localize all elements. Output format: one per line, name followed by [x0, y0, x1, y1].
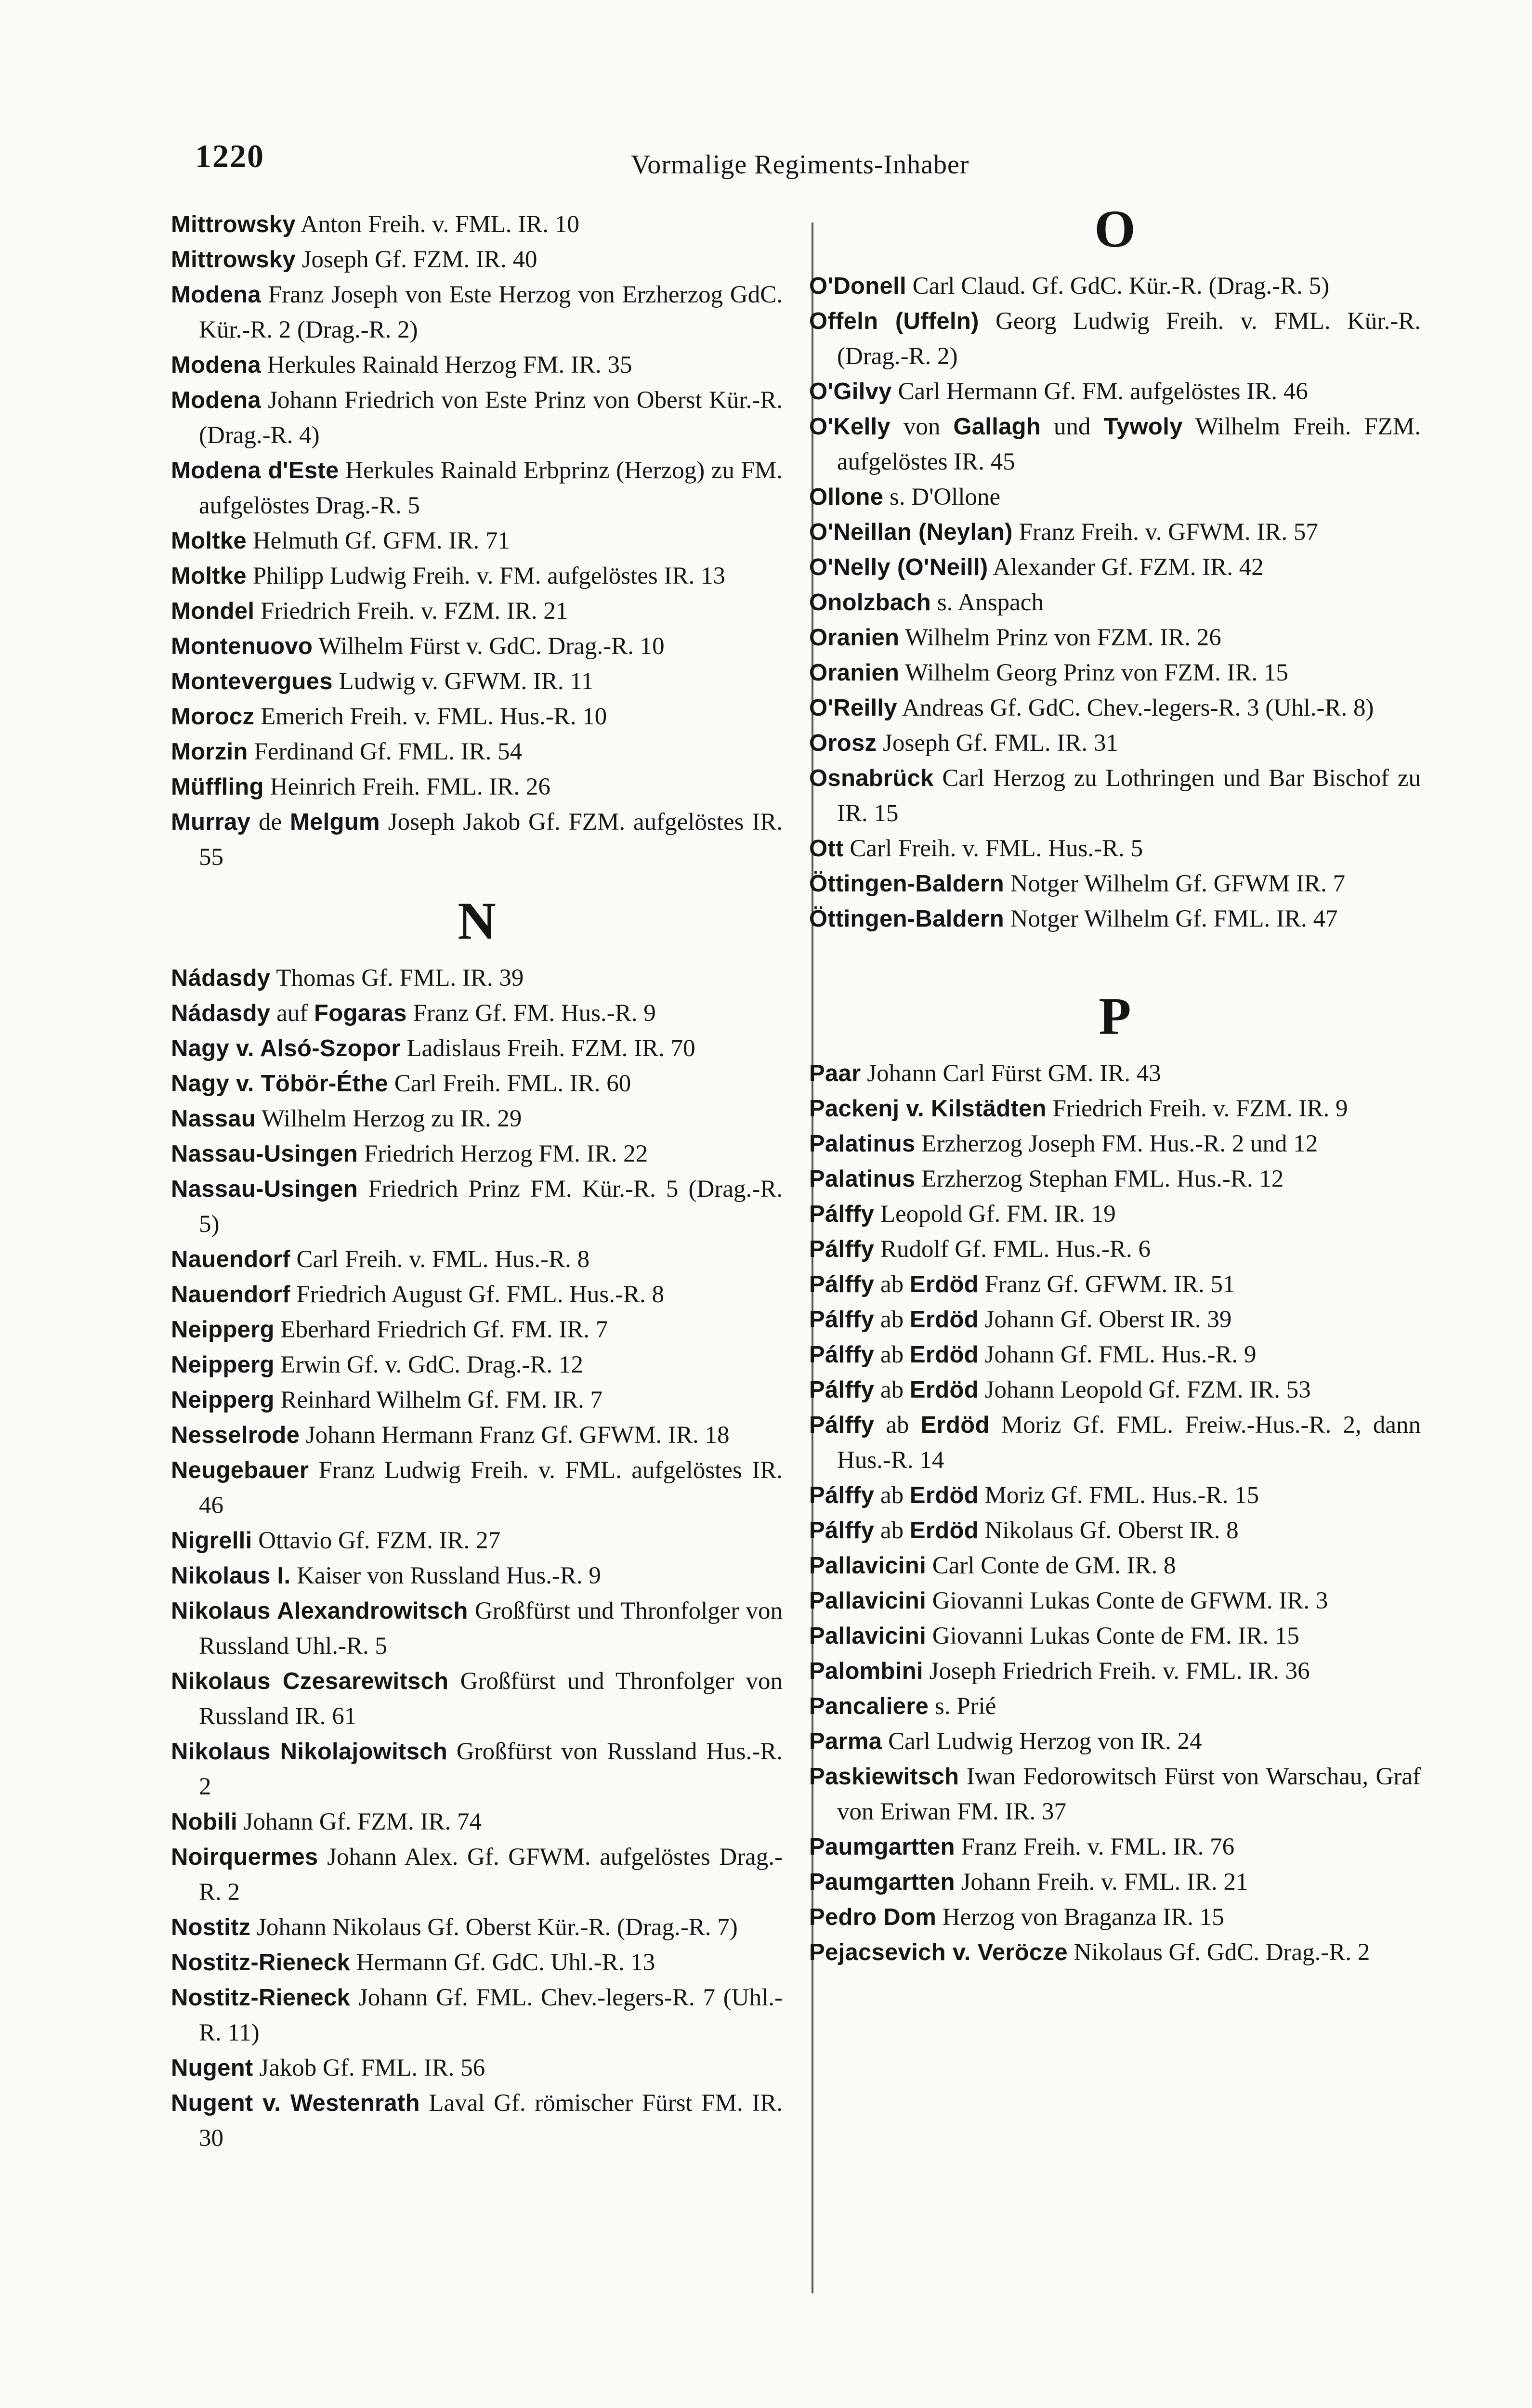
- register-entry: [171, 1383, 783, 1418]
- entry-surname: Palatinus: [809, 1166, 916, 1192]
- entry-details: Carl Freih. v. FML. Hus.-R. 5: [843, 835, 1143, 862]
- section-heading-p: P: [1099, 987, 1131, 1046]
- register-entry: [809, 1302, 1421, 1337]
- entry-surname: Erdöd: [909, 1271, 979, 1297]
- entry-details: Nikolaus Gf. GdC. Drag.-R. 2: [1067, 1939, 1370, 1966]
- entry-surname: Pancaliere: [809, 1693, 929, 1719]
- entry-surname: Erdöd: [909, 1307, 979, 1333]
- entry-details: Notger Wilhelm Gf. GFWM IR. 7: [1004, 870, 1346, 897]
- register-entry: [171, 1312, 783, 1348]
- register-entry: [809, 585, 1421, 620]
- register-entry: [809, 1056, 1421, 1091]
- entry-details: ab: [874, 1376, 910, 1403]
- entry-surname: Nagy v. Alsó-Szopor: [171, 1035, 401, 1061]
- entry-details: Johann Gf. FML. Chev.-legers-R. 7 (Uhl.-R. 11): [199, 1984, 783, 2046]
- entry-surname: Modena: [171, 352, 261, 378]
- entry-surname: Nostitz-Rieneck: [171, 1985, 351, 2011]
- register-entry: [809, 1759, 1421, 1830]
- entry-details: Moriz Gf. FML. Freiw.-Hus.-R. 2, dann Hus.-R. 14: [837, 1412, 1421, 1474]
- entry-details: Johann Friedrich von Este Prinz von Oberst Kür.-R. (Drag.-R. 4): [199, 387, 783, 449]
- register-entry: [171, 2086, 783, 2156]
- register-entry: [809, 409, 1421, 480]
- entry-surname: Pálffy: [809, 1412, 875, 1438]
- register-entry: [171, 996, 783, 1031]
- register-entry: [171, 1945, 783, 1980]
- entry-surname: Pálffy: [809, 1377, 875, 1403]
- register-entry: [809, 480, 1421, 515]
- register-entry: [809, 269, 1421, 304]
- entry-surname: Palatinus: [809, 1131, 916, 1157]
- entry-details: Franz Freih. v. GFWM. IR. 57: [1012, 519, 1318, 546]
- register-entry: [171, 805, 783, 875]
- section-heading-o: O: [1094, 199, 1136, 258]
- entry-details: von: [890, 413, 954, 440]
- register-entry: [809, 1548, 1421, 1584]
- register-entry: [809, 374, 1421, 409]
- entry-surname: Nassau-Usingen: [171, 1141, 358, 1167]
- entry-details: Emerich Freih. v. FML. Hus.-R. 10: [254, 703, 607, 730]
- entry-surname: Osnabrück: [809, 765, 934, 791]
- entry-details: Joseph Gf. FZM. IR. 40: [295, 246, 537, 273]
- entry-surname: Pálffy: [809, 1236, 875, 1262]
- register-entry: [809, 1935, 1421, 1970]
- entry-surname: Nauendorf: [171, 1246, 290, 1272]
- register-entry: [809, 1337, 1421, 1373]
- register-entry: [809, 1373, 1421, 1408]
- register-entry: [171, 1348, 783, 1383]
- entry-details: Erwin Gf. v. GdC. Drag.-R. 12: [274, 1351, 583, 1378]
- entry-details: Johann Gf. FZM. IR. 74: [237, 1808, 482, 1835]
- entry-surname: Pallavicini: [809, 1553, 926, 1579]
- entry-surname: Moltke: [171, 528, 247, 554]
- left-column: [171, 207, 783, 2156]
- register-entry: [809, 1654, 1421, 1689]
- entry-details: Nikolaus Gf. Oberst IR. 8: [978, 1517, 1239, 1544]
- entry-details: Philipp Ludwig Freih. v. FM. aufgelöstes IR. 13: [246, 563, 725, 589]
- register-entry: [809, 1619, 1421, 1654]
- entry-surname: Nobili: [171, 1809, 237, 1835]
- register-entry: [809, 866, 1421, 902]
- entry-details: ab: [874, 1271, 910, 1298]
- register-entry: [809, 1232, 1421, 1267]
- register-entry: [809, 902, 1421, 937]
- entry-surname: Montenuovo: [171, 633, 313, 659]
- register-entry: [171, 1980, 783, 2051]
- register-entry: [809, 1408, 1421, 1478]
- register-entry: [809, 831, 1421, 866]
- entry-surname: Mittrowsky: [171, 247, 296, 273]
- entry-surname: Moltke: [171, 563, 247, 589]
- entry-details: Eberhard Friedrich Gf. FM. IR. 7: [274, 1316, 608, 1343]
- entry-surname: Nikolaus I.: [171, 1563, 291, 1589]
- register-entry: [171, 594, 783, 629]
- entry-details: Carl Herzog zu Lothringen und Bar Bischof zu IR. 15: [837, 765, 1421, 827]
- entry-surname: Orosz: [809, 730, 877, 756]
- entry-details: Erzherzog Stephan FML. Hus.-R. 12: [915, 1165, 1284, 1192]
- entry-details: s. D'Ollone: [883, 484, 1001, 510]
- entry-details: Wilhelm Georg Prinz von FZM. IR. 15: [899, 659, 1289, 686]
- entry-details: Jakob Gf. FML. IR. 56: [253, 2055, 485, 2081]
- entry-details: Carl Freih. FML. IR. 60: [388, 1070, 631, 1097]
- register-entry: [171, 559, 783, 594]
- entry-surname: Nostitz: [171, 1914, 251, 1940]
- entry-details: Johann Carl Fürst GM. IR. 43: [861, 1060, 1161, 1087]
- entry-surname: Neipperg: [171, 1387, 275, 1413]
- entry-surname: Oranien: [809, 660, 900, 686]
- entry-details: Johann Nikolaus Gf. Oberst Kür.-R. (Drag.-R. 7): [250, 1914, 738, 1941]
- running-head: Vormalige Regiments-Inhaber: [631, 150, 969, 180]
- entry-surname: Onolzbach: [809, 589, 931, 615]
- entry-surname: Erdöd: [909, 1518, 979, 1544]
- register-entry: [171, 1523, 783, 1558]
- register-entry: [809, 655, 1421, 691]
- section-heading-n: N: [458, 891, 496, 950]
- entry-details: Wilhelm Herzog zu IR. 29: [256, 1105, 522, 1132]
- entry-details: ab: [874, 1412, 921, 1439]
- entry-surname: Neugebauer: [171, 1457, 309, 1483]
- register-entry: [171, 523, 783, 559]
- entry-surname: Pejacsevich v. Veröcze: [809, 1939, 1068, 1965]
- entry-details: Notger Wilhelm Gf. FML. IR. 47: [1004, 905, 1338, 932]
- entry-details: Helmuth Gf. GFM. IR. 71: [246, 527, 510, 554]
- entry-details: Franz Gf. GFWM. IR. 51: [978, 1271, 1235, 1298]
- entry-details: Georg Ludwig Freih. v. FML. Kür.-R. (Drag.-R. 2): [837, 308, 1421, 370]
- register-entry: [171, 207, 783, 242]
- entry-details: ab: [874, 1517, 910, 1544]
- entry-details: Carl Claud. Gf. GdC. Kür.-R. (Drag.-R. 5): [906, 273, 1330, 300]
- register-entry: [171, 734, 783, 770]
- register-entry: [171, 453, 783, 523]
- entry-surname: Ott: [809, 836, 844, 862]
- entry-surname: Paumgartten: [809, 1834, 955, 1860]
- entry-surname: Morzin: [171, 739, 248, 765]
- entry-surname: O'Gilvy: [809, 379, 892, 405]
- register-entry: [171, 1910, 783, 1945]
- entry-surname: Neipperg: [171, 1317, 275, 1343]
- entry-surname: Nádasdy: [171, 1000, 271, 1026]
- entry-surname: Nádasdy: [171, 965, 271, 991]
- register-entry: [809, 1724, 1421, 1759]
- entry-details: ab: [874, 1341, 910, 1368]
- entry-surname: Melgum: [289, 809, 380, 835]
- entry-surname: O'Neillan (Neylan): [809, 519, 1013, 545]
- register-entry: [171, 1594, 783, 1664]
- entry-details: Friedrich Herzog FM. IR. 22: [358, 1140, 648, 1167]
- entry-surname: Gallagh: [953, 414, 1041, 440]
- entry-surname: Nugent v. Westenrath: [171, 2090, 420, 2116]
- entry-details: Rudolf Gf. FML. Hus.-R. 6: [874, 1236, 1151, 1263]
- register-entry: [809, 1126, 1421, 1162]
- register-entry: [809, 515, 1421, 550]
- register-entry: [171, 1242, 783, 1277]
- entry-details: Joseph Jakob Gf. FZM. aufgelöstes IR. 55: [199, 809, 783, 871]
- entry-details: Giovanni Lukas Conte de FM. IR. 15: [926, 1623, 1299, 1649]
- entry-surname: Erdöd: [909, 1342, 979, 1368]
- entry-details: Joseph Friedrich Freih. v. FML. IR. 36: [923, 1658, 1310, 1685]
- register-entry: [809, 1584, 1421, 1619]
- entry-surname: Nassau-Usingen: [171, 1176, 358, 1202]
- entry-details: Großfürst und Thronfolger von Russland IR. 61: [199, 1668, 783, 1730]
- register-entry: [171, 1101, 783, 1137]
- entry-surname: Modena: [171, 387, 261, 413]
- entry-details: Friedrich Freih. v. FZM. IR. 9: [1046, 1095, 1348, 1122]
- entry-details: ab: [874, 1482, 910, 1509]
- entry-details: Carl Conte de GM. IR. 8: [926, 1552, 1176, 1579]
- entry-details: Herkules Rainald Erbprinz (Herzog) zu FM. aufgelöstes Drag.-R. 5: [199, 457, 783, 519]
- entry-details: Johann Gf. Oberst IR. 39: [978, 1306, 1232, 1333]
- entry-details: Anton Freih. v. FML. IR. 10: [295, 211, 579, 238]
- register-entry: [171, 629, 783, 664]
- entry-surname: Paumgartten: [809, 1869, 955, 1895]
- entry-details: Carl Freih. v. FML. Hus.-R. 8: [290, 1246, 590, 1273]
- entry-surname: O'Nelly (O'Neill): [809, 554, 988, 580]
- entry-surname: Neipperg: [171, 1352, 275, 1378]
- entry-details: Franz Joseph von Este Herzog von Erzherzog GdC. Kür.-R. 2 (Drag.-R. 2): [199, 281, 783, 343]
- entry-surname: Erdöd: [909, 1482, 979, 1508]
- entry-surname: Noirquermes: [171, 1844, 318, 1870]
- entry-surname: Nostitz-Rieneck: [171, 1950, 351, 1976]
- entry-details: Reinhard Wilhelm Gf. FM. IR. 7: [274, 1387, 602, 1413]
- entry-surname: Mondel: [171, 598, 255, 624]
- entry-surname: Erdöd: [909, 1377, 979, 1403]
- entry-details: Ludwig v. GFWM. IR. 11: [332, 668, 594, 695]
- entry-details: Hermann Gf. GdC. Uhl.-R. 13: [350, 1949, 655, 1976]
- entry-surname: Nikolaus Alexandrowitsch: [171, 1598, 468, 1624]
- entry-surname: Nagy v. Töbör-Éthe: [171, 1071, 388, 1097]
- register-entry: [171, 664, 783, 699]
- entry-surname: Nesselrode: [171, 1422, 300, 1448]
- entry-details: Erzherzog Joseph FM. Hus.-R. 2 und 12: [915, 1130, 1318, 1157]
- entry-surname: Öttingen-Baldern: [809, 871, 1004, 897]
- register-entry: [809, 1478, 1421, 1513]
- register-entry: [171, 242, 783, 277]
- entry-details: Joseph Gf. FML. IR. 31: [877, 730, 1118, 757]
- entry-details: Johann Hermann Franz Gf. GFWM. IR. 18: [300, 1422, 730, 1449]
- entry-details: Alexander Gf. FZM. IR. 42: [988, 554, 1264, 581]
- register-entry: [171, 383, 783, 453]
- entry-surname: Paar: [809, 1060, 861, 1086]
- register-entry: [171, 1172, 783, 1242]
- entries-m: [171, 207, 783, 875]
- register-entry: [809, 620, 1421, 655]
- entry-surname: Packenj v. Kilstädten: [809, 1096, 1047, 1122]
- register-entry: [809, 550, 1421, 585]
- entries-p: [809, 1056, 1421, 1970]
- entry-details: Wilhelm Fürst v. GdC. Drag.-R. 10: [313, 633, 665, 660]
- entry-surname: Modena d'Este: [171, 458, 339, 484]
- register-entry: [171, 699, 783, 734]
- register-entry: [171, 1558, 783, 1594]
- entry-surname: Fogaras: [314, 1000, 407, 1026]
- entry-details: Großfürst von Russland Hus.-R. 2: [199, 1738, 783, 1800]
- register-entry: [171, 277, 783, 348]
- register-entry: [809, 1197, 1421, 1232]
- entry-surname: O'Donell: [809, 273, 906, 299]
- entry-details: Carl Hermann Gf. FM. aufgelöstes IR. 46: [891, 378, 1308, 405]
- entry-surname: Öttingen-Baldern: [809, 906, 1004, 932]
- entry-details: Thomas Gf. FML. IR. 39: [270, 965, 524, 992]
- entry-surname: Tywoly: [1103, 414, 1183, 440]
- entry-details: und: [1041, 413, 1104, 440]
- entry-details: auf: [270, 1000, 314, 1027]
- entry-details: Franz Freih. v. FML. IR. 76: [955, 1833, 1235, 1860]
- entry-surname: Ollone: [809, 484, 884, 510]
- entry-details: Friedrich August Gf. FML. Hus.-R. 8: [290, 1281, 665, 1308]
- register-entry: [809, 761, 1421, 831]
- page-number: 1220: [195, 138, 264, 174]
- entry-details: Franz Ludwig Freih. v. FML. aufgelöstes IR. 46: [199, 1457, 783, 1519]
- register-entry: [809, 1689, 1421, 1724]
- entries-n: [171, 961, 783, 2156]
- entry-details: s. Prié: [929, 1693, 996, 1720]
- register-entry: [809, 1267, 1421, 1302]
- right-column: [809, 199, 1421, 1970]
- register-entry: [171, 1734, 783, 1805]
- entry-details: Ferdinand Gf. FML. IR. 54: [248, 738, 523, 765]
- entry-details: Leopold Gf. FM. IR. 19: [874, 1201, 1116, 1228]
- register-entry: [171, 1840, 783, 1910]
- entry-surname: Nauendorf: [171, 1282, 290, 1308]
- entry-details: Herkules Rainald Herzog FM. IR. 35: [261, 352, 632, 379]
- entry-surname: Nikolaus Czesarewitsch: [171, 1668, 449, 1694]
- register-entry: [809, 1162, 1421, 1197]
- register-entry: [809, 1830, 1421, 1865]
- entry-details: Giovanni Lukas Conte de GFWM. IR. 3: [926, 1587, 1328, 1614]
- entry-surname: Nugent: [171, 2055, 253, 2081]
- register-entry: [171, 1066, 783, 1101]
- register-entry: [171, 1453, 783, 1523]
- entry-details: Friedrich Prinz FM. Kür.-R. 5 (Drag.-R. 5): [199, 1176, 783, 1238]
- register-entry: [809, 1091, 1421, 1126]
- entry-surname: Mittrowsky: [171, 211, 296, 237]
- register-entry: [171, 961, 783, 996]
- entry-surname: O'Reilly: [809, 695, 897, 721]
- entry-surname: Montevergues: [171, 668, 333, 694]
- register-entry: [171, 2051, 783, 2086]
- register-entry: [809, 304, 1421, 374]
- entry-details: Heinrich Freih. FML. IR. 26: [263, 773, 550, 800]
- entry-details: Friedrich Freih. v. FZM. IR. 21: [254, 598, 568, 625]
- entry-details: Johann Alex. Gf. GFWM. aufgelöstes Drag.-R. 2: [199, 1844, 783, 1906]
- entry-details: de: [250, 809, 290, 836]
- entry-surname: Pallavicini: [809, 1623, 926, 1649]
- entry-surname: Morocz: [171, 704, 255, 730]
- register-entry: [809, 1513, 1421, 1548]
- register-entry: [171, 1805, 783, 1840]
- entry-details: Kaiser von Russland Hus.-R. 9: [290, 1562, 601, 1589]
- entry-details: Wilhelm Prinz von FZM. IR. 26: [899, 624, 1221, 651]
- entry-surname: Parma: [809, 1728, 882, 1754]
- entry-surname: Pálffy: [809, 1518, 875, 1544]
- entry-surname: Pálffy: [809, 1342, 875, 1368]
- register-entry: [171, 1664, 783, 1734]
- entries-o: [809, 269, 1421, 937]
- register-entry: [171, 1418, 783, 1453]
- entry-surname: Pálffy: [809, 1482, 875, 1508]
- register-entry: [809, 1900, 1421, 1935]
- entry-details: Franz Gf. FM. Hus.-R. 9: [406, 1000, 656, 1027]
- entry-surname: Pálffy: [809, 1201, 875, 1227]
- entry-surname: Erdöd: [920, 1412, 990, 1438]
- entry-surname: Pedro Dom: [809, 1904, 937, 1930]
- entry-details: Wilhelm Freih. FZM. aufgelöstes IR. 45: [837, 413, 1421, 475]
- register-entry: [809, 726, 1421, 761]
- register-entry: [171, 1277, 783, 1312]
- entry-surname: O'Kelly: [809, 414, 890, 440]
- entry-details: Carl Ludwig Herzog von IR. 24: [882, 1728, 1202, 1755]
- entry-surname: Pallavicini: [809, 1588, 926, 1614]
- entry-surname: Paskiewitsch: [809, 1764, 959, 1790]
- entry-details: Andreas Gf. GdC. Chev.-legers-R. 3 (Uhl.-R. 8): [897, 694, 1374, 721]
- entry-details: ab: [874, 1306, 910, 1333]
- register-entry: [171, 770, 783, 805]
- entry-surname: Modena: [171, 282, 261, 308]
- entry-details: Johann Gf. FML. Hus.-R. 9: [978, 1341, 1257, 1368]
- register-entry: [809, 691, 1421, 726]
- entry-details: Herzog von Braganza IR. 15: [936, 1904, 1224, 1931]
- entry-surname: Nigrelli: [171, 1528, 252, 1554]
- entry-details: Iwan Fedorowitsch Fürst von Warschau, Graf von Eriwan FM. IR. 37: [837, 1763, 1421, 1825]
- entry-surname: Palombini: [809, 1658, 923, 1684]
- register-entry: [171, 1137, 783, 1172]
- register-entry: [171, 1031, 783, 1066]
- entry-details: Ladislaus Freih. FZM. IR. 70: [400, 1035, 695, 1062]
- entry-surname: Murray: [171, 809, 251, 835]
- entry-surname: Offeln (Uffeln): [809, 308, 979, 334]
- entry-surname: Müffling: [171, 774, 264, 800]
- entry-surname: Pálffy: [809, 1271, 875, 1297]
- entry-details: Laval Gf. römischer Fürst FM. IR. 30: [199, 2090, 783, 2152]
- entry-details: Großfürst und Thronfolger von Russland Uhl.-R. 5: [199, 1597, 783, 1660]
- register-entry: [809, 1865, 1421, 1900]
- entry-surname: Nassau: [171, 1106, 256, 1132]
- entry-details: Moriz Gf. FML. Hus.-R. 15: [978, 1482, 1259, 1509]
- entry-surname: Nikolaus Nikolajowitsch: [171, 1739, 447, 1765]
- entry-details: s. Anspach: [931, 589, 1044, 616]
- register-entry: [171, 348, 783, 383]
- entry-details: Ottavio Gf. FZM. IR. 27: [252, 1527, 501, 1554]
- entry-details: Johann Leopold Gf. FZM. IR. 53: [978, 1376, 1311, 1403]
- entry-surname: Pálffy: [809, 1307, 875, 1333]
- entry-surname: Oranien: [809, 625, 900, 651]
- entry-details: Johann Freih. v. FML. IR. 21: [955, 1869, 1248, 1896]
